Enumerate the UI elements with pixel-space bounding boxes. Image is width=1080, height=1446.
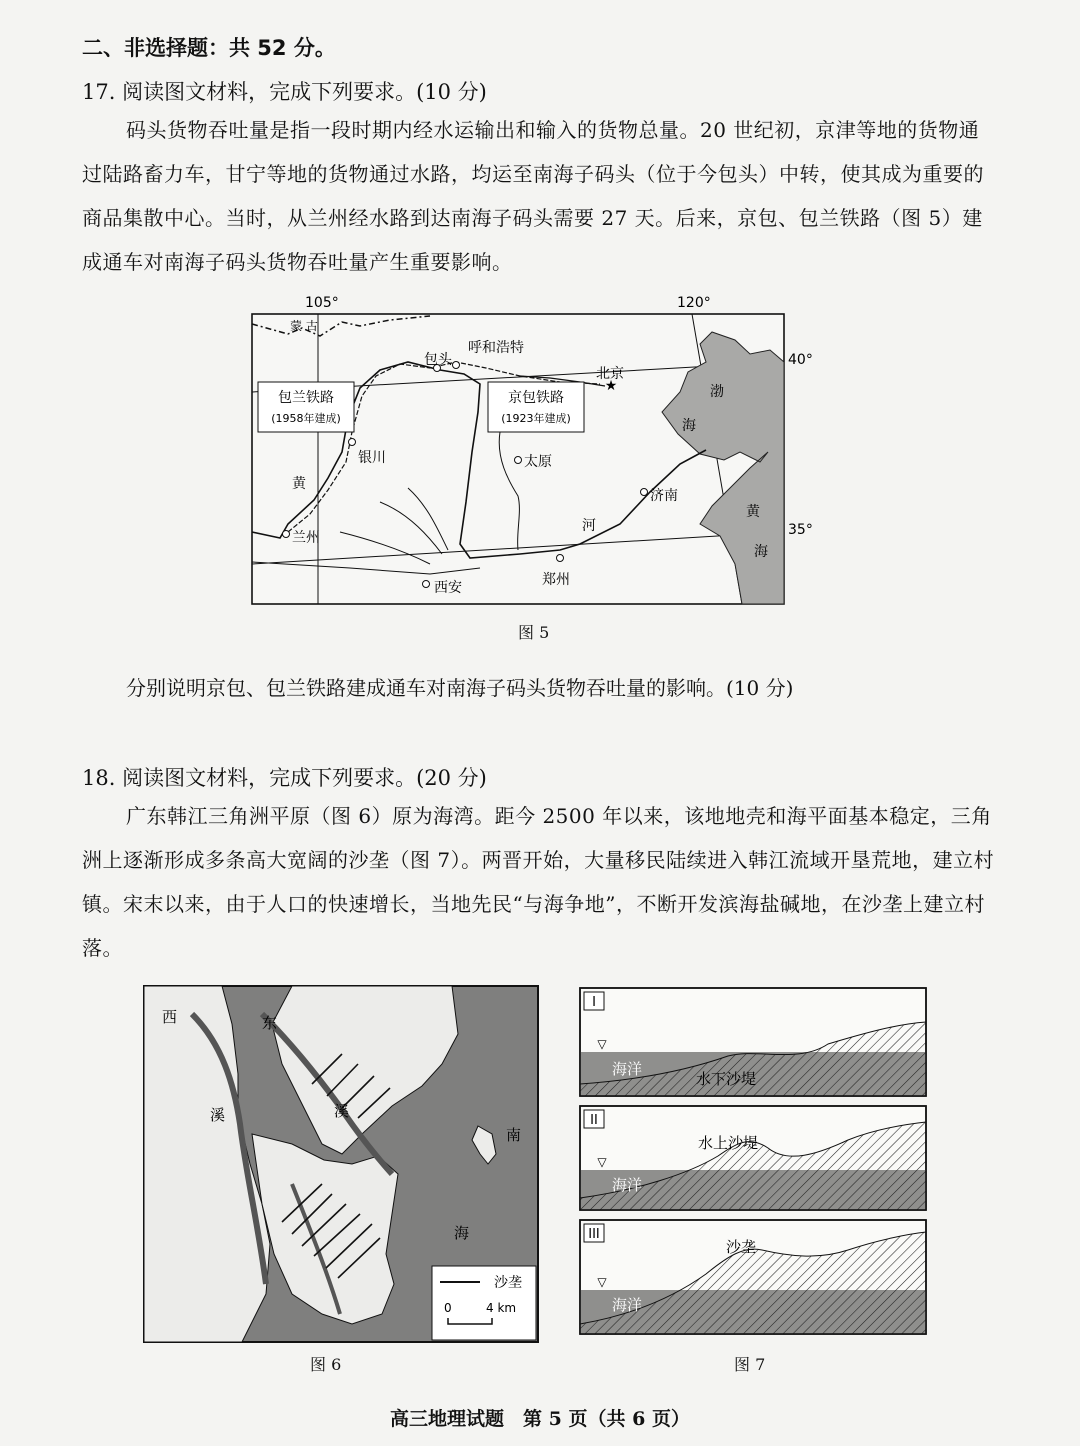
panel-3-sea: 海洋 <box>612 1296 643 1314</box>
section-heading: 二、非选择题：共 52 分。 <box>82 36 336 60</box>
railway-jingbao-year: (1923年建成) <box>501 412 571 425</box>
label-xi-west: 西 <box>162 1008 178 1026</box>
railway-baolan-name: 包兰铁路 <box>278 390 334 406</box>
panel-1-number: I <box>592 995 596 1010</box>
profile-panel-2 <box>580 1106 926 1210</box>
city-zhengzhou: 郑州 <box>542 572 570 588</box>
city-taiyuan: 太原 <box>524 454 552 470</box>
water-level-icon: ▽ <box>597 1275 607 1289</box>
panel-2-number: II <box>590 1113 598 1128</box>
legend-label-shalong: 沙垄 <box>494 1275 522 1291</box>
city-jinan: 济南 <box>650 488 678 504</box>
lon-label-120: 120° <box>677 295 711 311</box>
figure-7-profiles <box>578 984 932 1340</box>
scale-zero: 0 <box>444 1301 452 1315</box>
railway-baolan-year: (1958年建成) <box>271 412 341 425</box>
city-yinchuan: 银川 <box>358 450 386 466</box>
panel-2-sea: 海洋 <box>612 1176 643 1194</box>
lat-label-40: 40° <box>788 352 813 368</box>
profile-panel-1 <box>580 988 926 1096</box>
city-marker <box>557 555 564 562</box>
page-footer: 高三地理试题 第 5 页（共 6 页） <box>390 1408 690 1430</box>
huanghai-char-2: 海 <box>754 544 768 560</box>
mongolia-label: 蒙 古 <box>290 319 318 333</box>
river-char-huang: 黄 <box>292 476 306 492</box>
question-17-task: 分别说明京包、包兰铁路建成通车对南海子码头货物吞吐量的影响。(10 分) <box>126 676 794 700</box>
label-dong-east: 东 <box>262 1014 278 1032</box>
city-huhehaote: 呼和浩特 <box>468 340 524 356</box>
river-char-he: 河 <box>582 518 596 534</box>
lat-label-35: 35° <box>788 522 813 538</box>
question-17-paragraph: 码头货物吞吐量是指一段时期内经水运输出和输入的货物总量。20 世纪初，京津等地的货物通过陆路畜力车，甘宁等地的货物通过水路，均运至南海子码头（位于今包头）中转，使其成为重要的商品集散中心。当时，从兰州经水路到达南海子码头需要 27 天。后来，京包、包兰铁路（图 5）建成通车对南海子码头货物吞吐量产生重要影响。 <box>82 118 984 274</box>
figure-6-caption: 图 6 <box>310 1355 342 1374</box>
question-18-heading: 18. 阅读图文材料，完成下列要求。(20 分) <box>82 766 487 790</box>
panel-1-sea: 海洋 <box>612 1060 643 1078</box>
city-lanzhou: 兰州 <box>292 530 320 546</box>
city-baotou: 包头 <box>424 352 452 368</box>
city-marker <box>453 362 460 369</box>
label-nan-south: 南 <box>506 1126 522 1144</box>
panel-1-feature: 水下沙堤 <box>696 1070 757 1088</box>
city-xian: 西安 <box>434 580 462 596</box>
city-marker <box>515 457 522 464</box>
city-marker <box>349 439 356 446</box>
huanghai-char-1: 黄 <box>746 504 760 520</box>
city-beijing: 北京 <box>596 366 624 382</box>
city-marker <box>283 531 290 538</box>
water-level-icon: ▽ <box>597 1037 607 1051</box>
city-marker <box>423 581 430 588</box>
railway-jingbao-name: 京包铁路 <box>508 390 564 406</box>
city-marker <box>641 489 648 496</box>
bohai-char-2: 海 <box>682 418 696 434</box>
scale-end: 4 km <box>486 1301 517 1315</box>
question-18-paragraph: 广东韩江三角洲平原（图 6）原为海湾。距今 2500 年以来，该地地壳和海平面基本稳定，三角洲上逐渐形成多条高大宽阔的沙垄（图 7）。两晋开始，大量移民陆续进入韩江流域开垦荒地，建立村镇。宋末以来，由于人口的快速增长，当地先民“与海争地”，不断开发滨海盐碱地，在沙垄上建立村落。 <box>82 804 995 960</box>
capital-star-icon: ★ <box>604 378 618 394</box>
water-level-icon: ▽ <box>597 1155 607 1169</box>
label-xi-stream-2: 溪 <box>334 1102 350 1120</box>
figure-5-map <box>230 292 813 612</box>
figure-5-caption: 图 5 <box>518 623 550 642</box>
panel-3-feature: 沙垄 <box>726 1238 757 1256</box>
label-hai-sea: 海 <box>454 1224 470 1242</box>
figure-6-map <box>142 984 542 1346</box>
panel-2-feature: 水上沙堤 <box>698 1134 759 1152</box>
label-xi-stream-1: 溪 <box>210 1106 226 1124</box>
profile-panel-3 <box>580 1220 926 1334</box>
lon-label-105: 105° <box>305 295 339 311</box>
bohai-char-1: 渤 <box>710 384 724 400</box>
figure-7-caption: 图 7 <box>734 1355 766 1374</box>
panel-3-number: III <box>588 1227 600 1242</box>
question-17-heading: 17. 阅读图文材料，完成下列要求。(10 分) <box>82 80 487 104</box>
